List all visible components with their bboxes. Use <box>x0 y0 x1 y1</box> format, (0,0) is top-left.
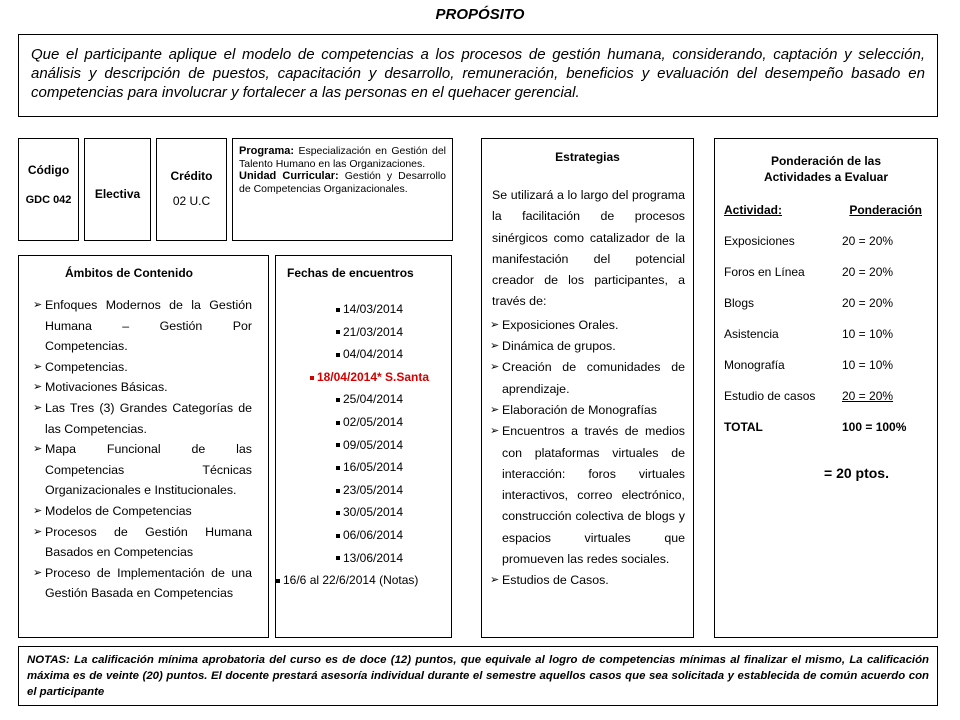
fechas-title: Fechas de encuentros <box>287 266 414 280</box>
arrow-bullet-icon: ➢ <box>33 443 43 456</box>
ambitos-item-text: Procesos de Gestión Humana Basados en Competencias <box>45 524 252 560</box>
square-bullet-icon <box>336 353 340 357</box>
ambitos-item-text: Enfoques Modernos de la Gestión Humana – Gestión Por Competencias. <box>45 298 252 354</box>
estrategias-item <box>490 315 685 336</box>
fecha-item <box>276 524 451 547</box>
square-bullet-icon <box>276 579 280 583</box>
fecha-item <box>276 569 451 592</box>
unidad-value: Gestión y Desarrollo de Competencias Organizacionales. <box>239 170 446 195</box>
fecha-text: 25/04/2014 <box>342 392 404 407</box>
fecha-item <box>276 501 451 524</box>
fecha-text: 23/05/2014 <box>342 482 404 497</box>
programa-value: Especialización en Gestión del Talento Humano en las Organizaciones. <box>239 145 446 170</box>
ambitos-item <box>33 439 252 501</box>
arrow-bullet-icon: ➢ <box>33 525 43 538</box>
estrategias-item-text: Estudios de Casos. <box>502 573 609 588</box>
programa-label: Programa: <box>239 145 295 157</box>
actividad-valor: 10 = 10% <box>842 358 894 372</box>
arrow-bullet-icon: ➢ <box>33 401 43 414</box>
ponderacion-row <box>724 327 928 358</box>
arrow-bullet-icon: ➢ <box>490 574 500 587</box>
ambitos-box <box>18 255 269 638</box>
fecha-text: 14/03/2014 <box>342 302 404 316</box>
ambitos-item <box>33 522 252 563</box>
actividad-name: Asistencia <box>724 327 779 341</box>
ponderacion-row <box>724 234 928 265</box>
fecha-text: 18/04/2014* S.Santa <box>316 369 430 384</box>
ambitos-item <box>33 398 252 439</box>
ponderacion-row <box>724 389 928 420</box>
puntos-total: = 20 ptos. <box>824 465 889 481</box>
ambitos-item <box>33 377 252 398</box>
ambitos-item-text: Modelos de Competencias <box>45 503 192 518</box>
fecha-text: 04/04/2014 <box>342 347 404 362</box>
fecha-text: 30/05/2014 <box>342 505 404 520</box>
square-bullet-icon <box>336 443 340 447</box>
ponderacion-total <box>724 420 928 451</box>
codigo-label: Código <box>27 163 70 177</box>
actividad-valor: 20 = 20% <box>842 265 894 279</box>
estrategias-box <box>481 138 694 638</box>
square-bullet-icon <box>336 398 340 402</box>
purpose-text: Que el participante aplique el modelo de competencias a los procesos de gestión humana, considerando, captación y selección, análisis y descripción de puestos, capacitación y desarrollo, remuneración, beneficios y evaluación del desempeño basado en competencias para involucrar y fortalecer a las personas en el quehacer gerencial. <box>31 46 925 101</box>
fecha-item <box>276 298 451 321</box>
estrategias-item <box>490 336 685 357</box>
arrow-bullet-icon: ➢ <box>490 403 500 416</box>
arrow-bullet-icon: ➢ <box>490 425 500 438</box>
estrategias-item <box>490 357 685 400</box>
fecha-text: 13/06/2014 <box>342 550 404 565</box>
fecha-item <box>276 479 451 502</box>
arrow-bullet-icon: ➢ <box>33 299 43 311</box>
estrategias-list <box>490 315 685 592</box>
estrategias-item-text: Creación de comunidades de aprendizaje. <box>502 360 685 396</box>
actividad-valor: 20 = 20% <box>842 389 894 403</box>
fecha-item <box>276 411 451 434</box>
actividad-valor: 10 = 10% <box>842 327 894 341</box>
estrategias-item-text: Exposiciones Orales. <box>502 317 619 332</box>
ponderacion-row <box>724 265 928 296</box>
fecha-text: 16/6 al 22/6/2014 (Notas) <box>283 573 419 588</box>
notas-text: La calificación mínima aprobatoria del curso es de doce (12) puntos, que equivale al logro de competencias mínimas al finalizar el mismo, La calificación máxima es de veinte (20) puntos. El docente prestará asesoría individual durante el semestre aquellos casos que sea solicitada y establecida de común acuerdo con el participante <box>27 654 929 698</box>
total-label: TOTAL <box>724 420 763 434</box>
ponderacion-rows <box>724 234 928 420</box>
fecha-text: 09/05/2014 <box>342 437 404 452</box>
estrategias-title: Estrategias <box>555 150 620 164</box>
ambitos-item-text: Competencias. <box>45 359 128 374</box>
arrow-bullet-icon: ➢ <box>33 566 43 579</box>
ponderacion-header <box>724 203 928 234</box>
estrategias-item <box>490 421 685 570</box>
estrategias-item-text: Dinámica de grupos. <box>502 339 616 354</box>
page-title: PROPÓSITO <box>435 6 525 23</box>
notas-label: NOTAS: <box>27 654 70 666</box>
actividad-valor: 20 = 20% <box>842 234 894 248</box>
square-bullet-icon <box>336 466 340 470</box>
fecha-item <box>276 366 451 389</box>
fecha-item <box>276 456 451 479</box>
electiva-box <box>84 138 151 241</box>
estrategias-item-text: Encuentros a través de medios con plataformas virtuales de interacción: foros virtuales interactivos, correo electrónico, construcción colectiva de blogs y espacios virtuales que promueven las redes sociales. <box>502 424 685 567</box>
square-bullet-icon <box>336 330 340 334</box>
ambitos-item <box>33 295 252 357</box>
square-bullet-icon <box>336 489 340 493</box>
ponderacion-row <box>724 296 928 327</box>
ambitos-item-text: Las Tres (3) Grandes Categorías de las Competencias. <box>45 400 252 436</box>
ambitos-item <box>33 501 252 522</box>
square-bullet-icon <box>336 511 340 515</box>
ponderacion-row <box>724 358 928 389</box>
arrow-bullet-icon: ➢ <box>33 381 43 394</box>
total-value: 100 = 100% <box>842 420 907 434</box>
ponderacion-title: Ponderación de las Actividades a Evaluar <box>763 154 889 184</box>
fecha-text: 02/05/2014 <box>342 414 404 429</box>
estrategias-item <box>490 400 685 421</box>
ambitos-item-text: Motivaciones Básicas. <box>45 380 168 395</box>
ambitos-item-text: Proceso de Implementación de una Gestión Basada en Competencias <box>45 565 252 601</box>
credito-value: 02 U.C <box>172 194 211 208</box>
actividad-name: Blogs <box>724 296 755 310</box>
arrow-bullet-icon: ➢ <box>490 361 500 374</box>
ambitos-item <box>33 563 252 604</box>
notas-box <box>18 646 938 706</box>
codigo-value: GDC 042 <box>25 194 72 206</box>
fecha-item <box>276 388 451 411</box>
fecha-text: 21/03/2014 <box>342 324 404 339</box>
square-bullet-icon <box>336 421 340 425</box>
col-actividad: Actividad: <box>724 203 783 217</box>
actividad-valor: 20 = 20% <box>842 296 894 310</box>
ambitos-item-text: Mapa Funcional de las Competencias Técnicas Organizacionales e Institucionales. <box>45 442 252 498</box>
codigo-box <box>18 138 79 241</box>
actividad-name: Exposiciones <box>724 234 795 248</box>
fechas-box <box>275 255 452 638</box>
arrow-bullet-icon: ➢ <box>33 360 43 373</box>
fecha-item <box>276 434 451 457</box>
square-bullet-icon <box>336 308 340 312</box>
credito-box <box>156 138 227 241</box>
purpose-box <box>18 34 938 117</box>
fecha-item <box>276 547 451 570</box>
credito-label: Crédito <box>170 169 213 183</box>
estrategias-intro: Se utilizará a lo largo del programa la facilitación de procesos sinérgicos como catalizador de la manifestación del potencial creador de los participantes, a través de: <box>492 188 685 309</box>
ambitos-title: Ámbitos de Contenido <box>65 266 193 280</box>
actividad-name: Foros en Línea <box>724 265 805 279</box>
fecha-item <box>276 343 451 366</box>
fecha-text: 16/05/2014 <box>342 460 404 475</box>
fecha-text: 06/06/2014 <box>342 527 404 542</box>
unidad-label: Unidad Curricular: <box>239 170 339 183</box>
square-bullet-icon <box>310 376 314 380</box>
square-bullet-icon <box>336 534 340 538</box>
actividad-name: Monografía <box>724 358 785 372</box>
arrow-bullet-icon: ➢ <box>490 340 500 353</box>
arrow-bullet-icon: ➢ <box>490 318 500 331</box>
square-bullet-icon <box>336 556 340 560</box>
ambitos-item <box>33 357 252 378</box>
electiva-label: Electiva <box>94 187 141 201</box>
actividad-name: Estudio de casos <box>724 389 816 403</box>
col-ponderacion: Ponderación <box>849 203 922 217</box>
fechas-list <box>276 298 451 592</box>
ponderacion-box <box>714 138 938 638</box>
fecha-item <box>276 321 451 344</box>
programa-box <box>232 138 453 241</box>
arrow-bullet-icon: ➢ <box>33 504 43 517</box>
estrategias-item-text: Elaboración de Monografías <box>502 402 657 417</box>
estrategias-item <box>490 570 685 591</box>
ambitos-list <box>33 295 252 604</box>
